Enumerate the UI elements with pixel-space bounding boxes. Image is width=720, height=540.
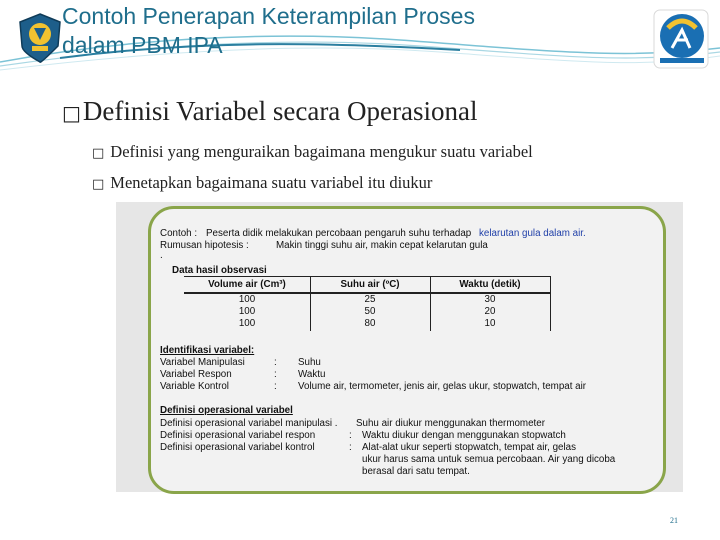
heading-bullet-icon: □: [62, 101, 81, 125]
variable-label: Variabel Respon: [160, 369, 232, 380]
identifikasi-title: Identifikasi variabel:: [160, 345, 255, 356]
bullet-item: [92, 142, 533, 162]
definition-continuation: berasal dari satu tempat.: [362, 466, 470, 477]
table-top-rule: [184, 276, 550, 277]
table-cell: 100: [238, 318, 256, 329]
bullet-text: Definisi yang menguraikan bagaimana mengukur suatu variabel: [110, 142, 533, 161]
slide-title-line-1: Contoh Penerapan Keterampilan Proses: [62, 3, 475, 29]
data-table-title: Data hasil observasi: [172, 265, 267, 276]
table-header-cell: Volume air (Cm³): [208, 279, 286, 290]
table-col-divider: [550, 276, 551, 331]
bullet-icon: □: [92, 146, 105, 161]
definition-value: Waktu diukur dengan menggunakan stopwatch: [362, 430, 566, 441]
kurikulum-2013-logo: [652, 8, 710, 70]
table-cell: 50: [364, 306, 376, 317]
table-cell: 100: [238, 306, 256, 317]
definition-label: Definisi operasional variabel kontrol: [160, 442, 315, 453]
definition-label: Definisi operasional variabel respon: [160, 430, 316, 441]
table-header-cell: Suhu air (ºC): [340, 279, 400, 290]
stray-dot: .: [160, 250, 163, 261]
definition-label: Definisi operasional variabel manipulasi .: [160, 418, 338, 429]
table-header-cell: Waktu (detik): [459, 279, 521, 290]
definisi-title: Definisi operasional variabel: [160, 405, 293, 416]
variable-value: Suhu: [298, 357, 321, 368]
variable-value: Volume air, termometer, jenis air, gelas ukur, stopwatch, tempat air: [298, 381, 587, 392]
variable-separator: :: [274, 357, 277, 368]
slide-title: [62, 2, 582, 60]
section-heading: [62, 96, 478, 127]
hipotesis-text: Makin tinggi suhu air, makin cepat kelarutan gula: [276, 240, 488, 251]
variable-value: Waktu: [298, 369, 326, 380]
table-cell: 100: [238, 294, 256, 305]
definition-value: Suhu air diukur menggunakan thermometer: [356, 418, 545, 429]
definition-separator: :: [349, 430, 352, 441]
definition-continuation: ukur harus sama untuk semua percobaan. Air yang dicoba: [362, 454, 616, 465]
slide-title-line-2: dalam PBM IPA: [62, 32, 223, 58]
contoh-highlight: kelarutan gula dalam air.: [479, 228, 586, 239]
contoh-label: Contoh :: [160, 228, 198, 239]
table-cell: 80: [364, 318, 376, 329]
variable-label: Variable Kontrol: [160, 381, 229, 392]
table-cell: 30: [484, 294, 496, 305]
bullet-icon: □: [92, 177, 105, 192]
definition-value: Alat-alat ukur seperti stopwatch, tempat air, gelas: [362, 442, 577, 453]
tut-wuri-handayani-logo: [16, 12, 64, 64]
bullet-text: Menetapkan bagaimana suatu variabel itu diukur: [110, 173, 433, 192]
bullet-item: [92, 173, 432, 193]
heading-text: Definisi Variabel secara Operasional: [82, 96, 478, 126]
table-cell: 10: [484, 318, 496, 329]
definition-separator: :: [349, 442, 352, 453]
page-number: 21: [670, 516, 678, 525]
table-cell: 20: [484, 306, 496, 317]
slide-header: [0, 0, 720, 80]
variable-separator: :: [274, 381, 277, 392]
hipotesis-label: Rumusan hipotesis :: [160, 240, 249, 251]
variable-separator: :: [274, 369, 277, 380]
contoh-text: Peserta didik melakukan percobaan pengaruh suhu terhadap: [206, 228, 472, 239]
table-cell: 25: [364, 294, 376, 305]
variable-label: Variabel Manipulasi: [160, 357, 245, 368]
